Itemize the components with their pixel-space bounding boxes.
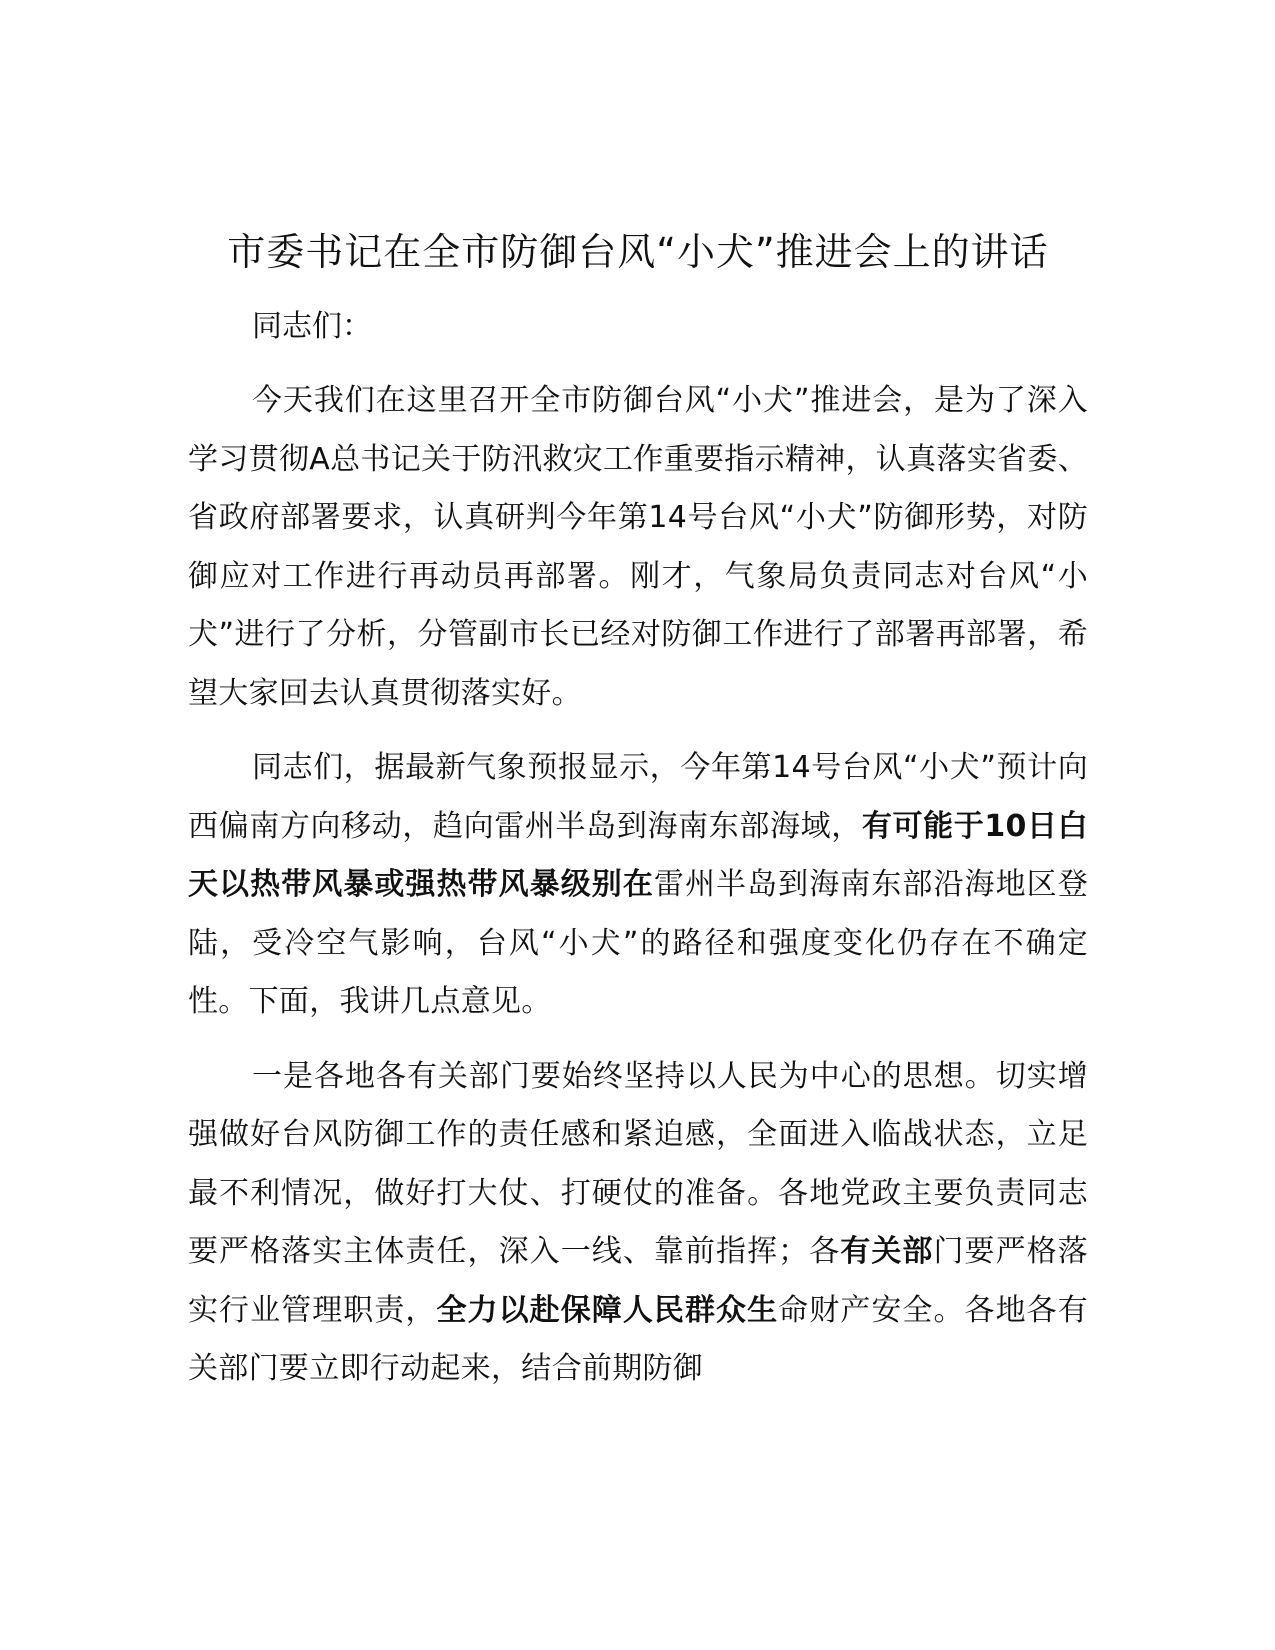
salutation: 同志们： xyxy=(252,309,372,344)
paragraph-forecast xyxy=(188,739,1088,1032)
forecast-text-bold: 有可能于10日白天以热带风暴或强热带风暴级别在 xyxy=(188,808,1088,902)
document-body xyxy=(188,222,1088,1399)
paragraph-point-one xyxy=(188,1048,1088,1399)
point-one-text-a: 一是各地各有关部门要始终坚持以人民为中心的思想。切实增强做好台风防御工作的责任感和紧迫感，全面进入临战状态，立足最不利情况，做好打大仗、打硬仗的准备。各地党政主要负责同志要严格落实主体责任，深入一线、靠前指挥；各 xyxy=(188,1058,1088,1269)
forecast-text-a: 同志们，据最新气象预报显示，今年第14号台风“小犬”预计向西偏南方向移动，趋向雷州半岛到海南东部海域， xyxy=(188,750,1088,844)
paragraph-opening: 今天我们在这里召开全市防御台风“小犬”推进会，是为了深入学习贯彻A总书记关于防汛救灾工作重要指示精神，认真落实省委、省政府部署要求，认真研判今年第14号台风“小犬”防御形势，对防御应对工作进行再动员再部署。刚才，气象局负责同志对台风“小犬”进行了分析，分管副市长已经对防御工作进行了部署再部署，希望大家回去认真贯彻落实好。 xyxy=(188,383,1088,711)
point-one-bold-2: 全力以赴保障人民群众生 xyxy=(436,1292,779,1328)
forecast-text-b: 雷州半岛到海南东部沿海地区登陆，受冷空气影响，台风“小犬”的路径和强度变化仍存在不确定性。下面，我讲几点意见。 xyxy=(188,867,1089,1019)
document-title: 市委书记在全市防御台风“小犬”推进会上的讲话 xyxy=(227,230,1049,274)
point-one-bold-1: 有关部 xyxy=(840,1234,934,1269)
point-one-text-b: 门要严格落实行业管理职责， xyxy=(188,1234,1088,1328)
point-one-text-c: 命财产安全。各地各有关部门要立即行动起来，结合前期防御 xyxy=(188,1292,1088,1386)
